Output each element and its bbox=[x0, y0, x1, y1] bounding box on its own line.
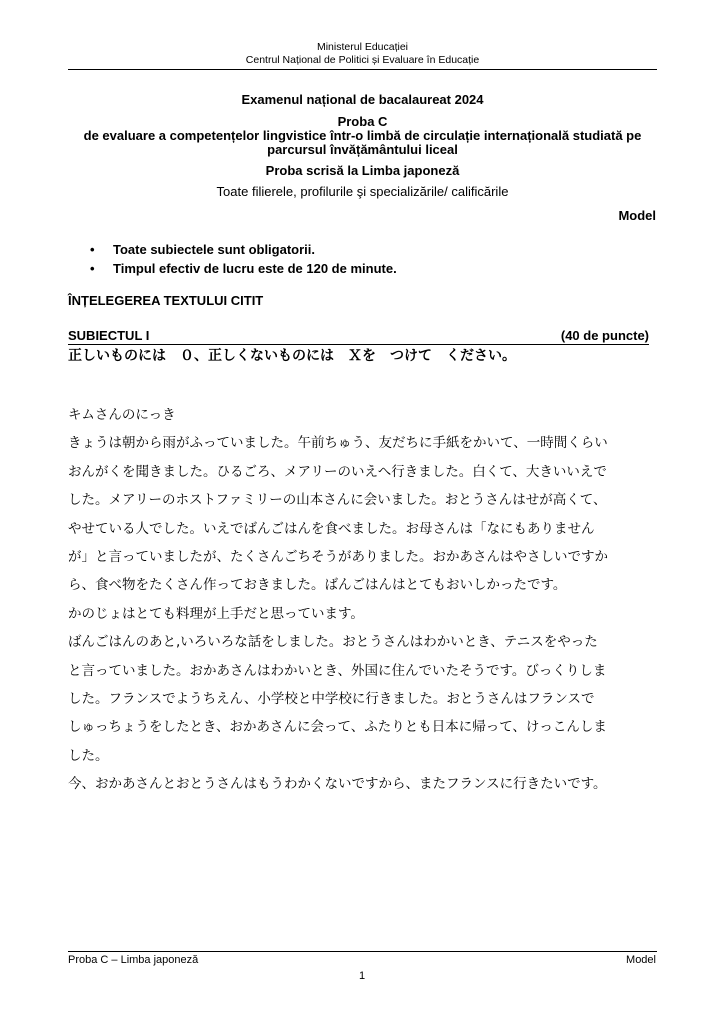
text-line: しゅっちょうをしたとき、おかあさんに会って、ふたりとも日本に帰って、けっこんしま bbox=[68, 719, 607, 736]
text-line: した。フランスでようちえん、小学校と中学校に行きました。おとうさんはフランスで bbox=[68, 691, 595, 708]
footer-subject: Proba C – Limba japoneză bbox=[68, 954, 199, 966]
page-header bbox=[68, 41, 657, 67]
text-line: 今、おかあさんとおとうさんはもうわかくないですから、またフランスに行きたいです。 bbox=[68, 776, 607, 793]
model-label: Model bbox=[618, 208, 656, 223]
written-exam-subject: Proba scrisă la Limba japoneză bbox=[265, 163, 460, 178]
proba-description-line2: parcursul învățământului liceal bbox=[267, 142, 458, 157]
text-line: ばんごはんのあと,いろいろな話をしました。おとうさんはわかいとき、テニスをやった bbox=[68, 634, 598, 651]
text-line: した。メアリーのホストファミリーの山本さんに会いました。おとうさんはせが高くて、 bbox=[68, 492, 607, 509]
subject-heading bbox=[68, 328, 649, 345]
reading-text bbox=[68, 401, 660, 799]
text-line: した。 bbox=[68, 747, 109, 764]
section-title: ÎNȚELEGEREA TEXTULUI CITIT bbox=[68, 293, 264, 308]
subject-label: SUBIECTUL I bbox=[68, 328, 150, 343]
text-line: おんがくを聞きました。ひるごろ、メアリーのいえへ行きました。白くて、大きいいえで bbox=[68, 463, 607, 480]
text-line: きょうは朝から雨がふっていました。午前ちゅう、友だちに手紙をかいて、一時間くらい bbox=[68, 435, 608, 452]
subject-points: (40 de puncte) bbox=[560, 328, 649, 343]
exam-rules-list bbox=[90, 240, 397, 278]
center-name: Centrul Național de Politici și Evaluare în Educație bbox=[245, 54, 480, 66]
title-block bbox=[68, 92, 657, 200]
exam-title: Examenul național de bacalaureat 2024 bbox=[241, 92, 484, 107]
text-line: やせている人でした。いえでばんごはんを食べました。お母さんは「なにもありません bbox=[68, 520, 595, 537]
filiere-line: Toate filierele, profilurile şi specializările/ calificările bbox=[216, 184, 509, 199]
page-number: 1 bbox=[358, 970, 366, 982]
text-line: ら、食べ物をたくさん作っておきました。ばんごはんはとてもおいしかったです。 bbox=[68, 577, 567, 594]
footer-model: Model bbox=[626, 954, 656, 966]
rule-item: • Toate subiectele sunt obligatorii. bbox=[90, 242, 316, 257]
diary-title: キムさんのにっき bbox=[68, 407, 176, 423]
bullet-icon: • bbox=[90, 261, 95, 276]
footer-divider bbox=[68, 951, 657, 952]
header-divider bbox=[68, 69, 657, 70]
rule-item: • Timpul efectiv de lucru este de 120 de minute. bbox=[90, 261, 397, 276]
proba-description-line1: de evaluare a competențelor lingvistice într-o limbă de circulație internațională studiată pe bbox=[83, 128, 642, 143]
text-line: と言っていました。おかあさんはわかいとき、外国に住んでいたそうです。びっくりしま bbox=[68, 662, 607, 679]
proba-label: Proba C bbox=[337, 114, 388, 129]
bullet-icon: • bbox=[90, 242, 95, 257]
ministry-name: Ministerul Educației bbox=[316, 41, 409, 53]
text-line: が」と言っていましたが、たくさんごちそうがありました。おかあさんはやさしいですか bbox=[68, 549, 608, 566]
task-instruction: 正しいものには ０、正しくないものには Ｘを つけて ください。 bbox=[68, 348, 516, 364]
text-line: かのじょはとても料理が上手だと思っています。 bbox=[68, 605, 364, 622]
